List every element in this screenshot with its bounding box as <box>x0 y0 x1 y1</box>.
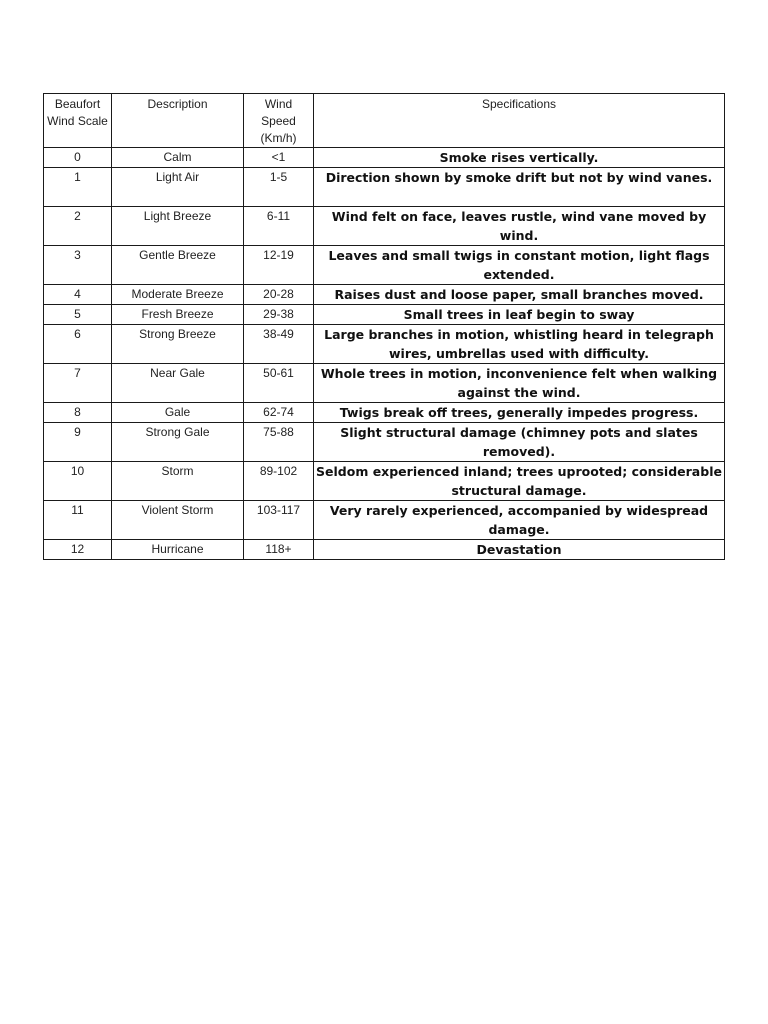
specifications-cell: Seldom experienced inland; trees uprooted; considerable structural damage. <box>314 462 725 501</box>
specifications-cell: Very rarely experienced, accompanied by widespread damage. <box>314 501 725 540</box>
table-row <box>44 207 725 246</box>
description-cell: Light Air <box>112 168 244 207</box>
specifications-cell: Raises dust and loose paper, small branches moved. <box>314 285 725 305</box>
speed-cell: 89-102 <box>244 462 314 501</box>
scale-cell: 10 <box>44 462 112 501</box>
specifications-cell: Devastation <box>314 540 725 560</box>
table-body <box>44 148 725 560</box>
specifications-cell: Twigs break off trees, generally impedes progress. <box>314 403 725 423</box>
scale-cell: 12 <box>44 540 112 560</box>
header-scale: Beaufort Wind Scale <box>44 94 112 148</box>
table-row <box>44 364 725 403</box>
speed-cell: <1 <box>244 148 314 168</box>
specifications-cell: Direction shown by smoke drift but not by wind vanes. <box>314 168 725 207</box>
speed-cell: 6-11 <box>244 207 314 246</box>
specifications-cell: Small trees in leaf begin to sway <box>314 305 725 325</box>
scale-cell: 6 <box>44 325 112 364</box>
table-row <box>44 168 725 207</box>
table-row <box>44 305 725 325</box>
table-row <box>44 462 725 501</box>
header-description: Description <box>112 94 244 148</box>
table-row <box>44 285 725 305</box>
speed-cell: 118+ <box>244 540 314 560</box>
description-cell: Gentle Breeze <box>112 246 244 285</box>
beaufort-wind-scale-table <box>43 93 725 560</box>
header-speed: Wind Speed (Km/h) <box>244 94 314 148</box>
description-cell: Near Gale <box>112 364 244 403</box>
speed-cell: 62-74 <box>244 403 314 423</box>
description-cell: Light Breeze <box>112 207 244 246</box>
table-row <box>44 501 725 540</box>
speed-cell: 12-19 <box>244 246 314 285</box>
table-row <box>44 246 725 285</box>
description-cell: Strong Breeze <box>112 325 244 364</box>
description-cell: Fresh Breeze <box>112 305 244 325</box>
specifications-cell: Slight structural damage (chimney pots and slates removed). <box>314 423 725 462</box>
scale-cell: 11 <box>44 501 112 540</box>
scale-cell: 8 <box>44 403 112 423</box>
header-row <box>44 94 725 148</box>
description-cell: Strong Gale <box>112 423 244 462</box>
speed-cell: 29-38 <box>244 305 314 325</box>
speed-cell: 20-28 <box>244 285 314 305</box>
description-cell: Storm <box>112 462 244 501</box>
scale-cell: 0 <box>44 148 112 168</box>
scale-cell: 9 <box>44 423 112 462</box>
speed-cell: 38-49 <box>244 325 314 364</box>
speed-cell: 75-88 <box>244 423 314 462</box>
table-row <box>44 148 725 168</box>
specifications-cell: Leaves and small twigs in constant motion, light flags extended. <box>314 246 725 285</box>
specifications-cell: Whole trees in motion, inconvenience felt when walking against the wind. <box>314 364 725 403</box>
scale-cell: 3 <box>44 246 112 285</box>
description-cell: Gale <box>112 403 244 423</box>
scale-cell: 5 <box>44 305 112 325</box>
speed-cell: 50-61 <box>244 364 314 403</box>
table-row <box>44 325 725 364</box>
scale-cell: 1 <box>44 168 112 207</box>
specifications-cell: Smoke rises vertically. <box>314 148 725 168</box>
description-cell: Moderate Breeze <box>112 285 244 305</box>
description-cell: Calm <box>112 148 244 168</box>
specifications-cell: Large branches in motion, whistling heard in telegraph wires, umbrellas used with difficulty. <box>314 325 725 364</box>
scale-cell: 2 <box>44 207 112 246</box>
description-cell: Hurricane <box>112 540 244 560</box>
table-row <box>44 423 725 462</box>
scale-cell: 4 <box>44 285 112 305</box>
specifications-cell: Wind felt on face, leaves rustle, wind vane moved by wind. <box>314 207 725 246</box>
table-row <box>44 403 725 423</box>
speed-cell: 103-117 <box>244 501 314 540</box>
header-specifications: Specifications <box>314 94 725 148</box>
table-header <box>44 94 725 148</box>
table-row <box>44 540 725 560</box>
description-cell: Violent Storm <box>112 501 244 540</box>
speed-cell: 1-5 <box>244 168 314 207</box>
scale-cell: 7 <box>44 364 112 403</box>
